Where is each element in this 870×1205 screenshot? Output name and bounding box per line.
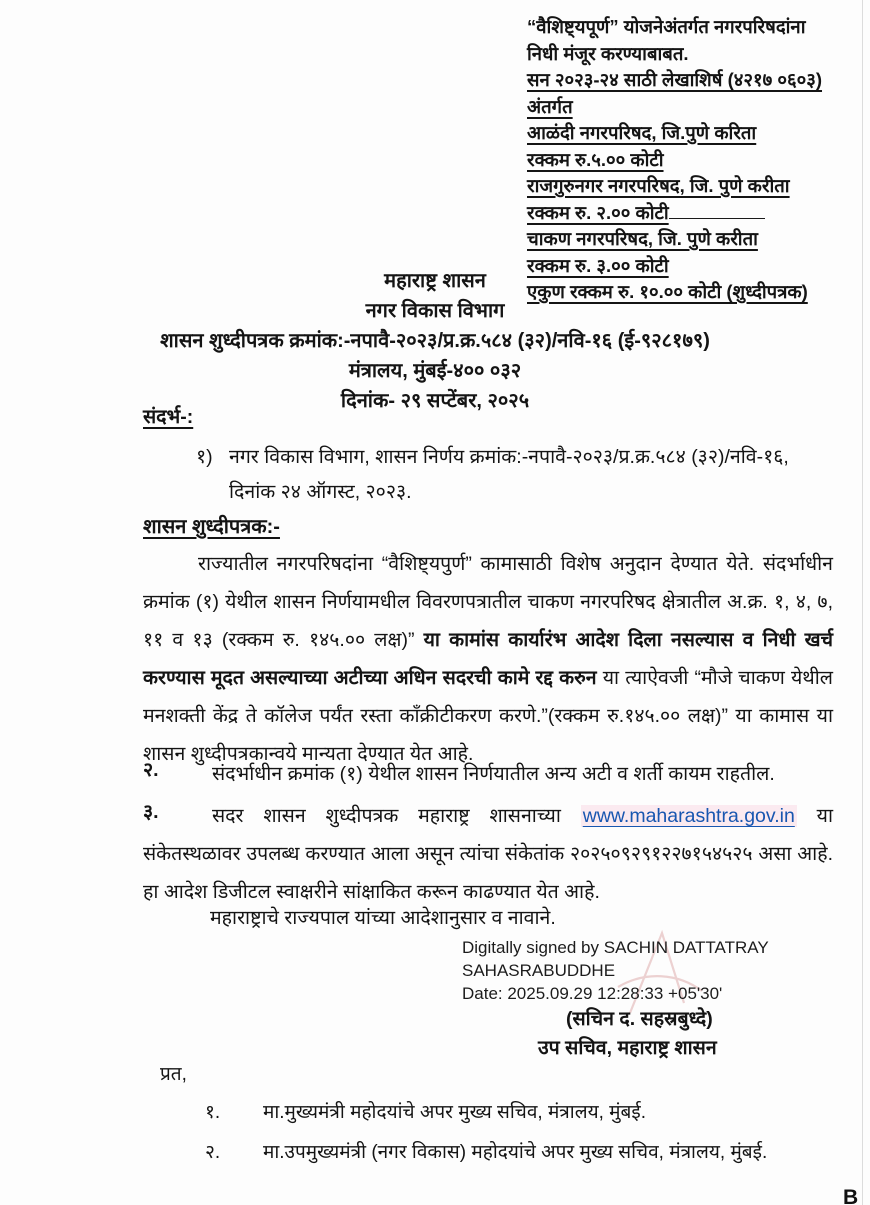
budget-head-line: सन २०२३-२४ साठी लेखाशिर्ष (४२१७ ०६०३) अंतर्गत: [527, 69, 823, 117]
subject-line: “वैशिष्ट्यपूर्ण” योजनेअंतर्गत नगरपरिषदांना: [527, 16, 806, 37]
signer-designation: उप सचिव, महाराष्ट्र शासन: [538, 1037, 717, 1059]
paragraph-2-number: २.: [143, 759, 159, 781]
paragraph-1-bold-text: या कामांस कार्यारंभ आदेश दिला नसल्यास व निधी खर्च करण्यास मूदत असल्याच्या अटीच्या अधिन सदरची कामे रद्द करुन: [143, 629, 833, 689]
reference-section: [143, 402, 804, 510]
copy-item: [205, 1139, 767, 1166]
copies-heading: प्रत,: [160, 1064, 187, 1085]
page-corner-marker: B: [843, 1186, 859, 1205]
subject-line: निधी मंजूर करण्याबाबत.: [527, 42, 689, 64]
paragraph-1: [143, 545, 833, 773]
digital-signature-block: [462, 936, 769, 1005]
paragraph-3-number: ३.: [143, 801, 159, 823]
corrigendum-heading: शासन शुध्दीपत्रक:-: [143, 516, 280, 538]
subject-block: [527, 14, 859, 306]
amount-line-alandi: रक्कम रु.५.०० कोटी: [527, 148, 664, 170]
copies-section: [160, 1060, 767, 1166]
council-line-alandi: आळंदी नगरपरिषद, जि.पुणे करिता: [527, 122, 757, 143]
paragraph-2: संदर्भाधीन क्रमांक (१) येथील शासन निर्णयातील अन्य अटी व शर्ती कायम राहतील.: [212, 763, 775, 785]
maharashtra-gov-link[interactable]: www.maharashtra.gov.in: [582, 805, 795, 827]
paragraph-1-text: राज्यातील नगरपरिषदांना “वैशिष्ट्यपुर्ण” कामासाठी विशेष अनुदान देण्यात येते. संदर्भाधीन क्रमांक (१) येथील शासन निर्णयामधील विवरणपत्रातील चाकण नगरपरिषद क्षेत्रातील अ.क्र. १, ४, ७, ११ व १३ (रक्कम रु. १४५.०० लक्ष)”: [143, 553, 833, 651]
copy-item-text: मा.मुख्यमंत्री महोदयांचे अपर मुख्य सचिव, मंत्रालय, मुंबई.: [263, 1102, 646, 1123]
council-line-rajgurunagar: राजगुरुनगर नगरपरिषद, जि. पुणे करीता: [527, 175, 790, 196]
page-edge-line: [862, 0, 863, 1205]
order-date: दिनांक- २९ सप्टेंबर, २०२५: [340, 390, 530, 412]
department-title: नगर विकास विभाग: [365, 300, 505, 322]
copy-item-number: १.: [205, 1102, 221, 1123]
signer-name: (सचिन द. सहस्रबुध्दे): [566, 1008, 713, 1030]
paragraph-3-text: या संकेतस्थळावर उपलब्ध करण्यात आला असून त्यांचा संकेतांक २०२५०९२९१२२७१५४५२५ असा आहे. हा आदेश डिजीटल स्वाक्षरीने सांक्षाकित करून काढण्यात येत आहे.: [143, 805, 833, 903]
underline-extension: [669, 202, 765, 219]
paragraph-3-text: सदर शासन शुध्दीपत्रक महाराष्ट्र शासनाच्या: [212, 805, 581, 827]
copy-item: [205, 1099, 767, 1126]
reference-item: [196, 440, 804, 510]
digital-signature-date: Date: 2025.09.29 12:28:33 +05'30': [462, 984, 723, 1003]
reference-item-text: नगर विकास विभाग, शासन निर्णय क्रमांक:-नपावै-२०२३/प्र.क्र.५८४ (३२)/नवि-१६, दिनांक २४ ऑगस्ट, २०२३.: [229, 446, 789, 503]
copy-item-number: २.: [205, 1142, 221, 1163]
ministry-address: मंत्रालय, मुंबई-४०० ०३२: [348, 360, 522, 382]
amount-line-chakan: रक्कम रु. ३.०० कोटी: [527, 254, 669, 276]
reference-item-number: १): [196, 446, 213, 468]
closing-line: महाराष्ट्राचे राज्यपाल यांच्या आदेशानुसार व नावाने.: [210, 907, 556, 929]
document-header: [0, 266, 870, 416]
paragraph-3: [143, 797, 833, 911]
council-line-chakan: चाकण नगरपरिषद, जि. पुणे करीता: [527, 228, 758, 249]
paragraph-1-text: या त्याऐवजी “मौजे चाकण येथील मनशक्ती केंद्र ते कॉलेज पर्यंत रस्ता काँक्रीटीकरण करणे.”(रक्कम रु.१४५.०० लक्ष)” या कामास या शासन शुध्दीपत्रकान्वये मान्यता देण्यात येत आहे.: [143, 667, 833, 765]
order-number: शासन शुध्दीपत्रक क्रमांक:-नपावै-२०२३/प्र.क्र.५८४ (३२)/नवि-१६ (ई-९२८१७९): [160, 330, 710, 352]
digital-signature-line: SAHASRABUDDHE: [462, 961, 616, 980]
amount-line-rajgurunagar: रक्कम रु. २.०० कोटी: [527, 201, 669, 223]
government-title: महाराष्ट्र शासन: [384, 270, 486, 292]
copy-item-text: मा.उपमुख्यमंत्री (नगर विकास) महोदयांचे अपर मुख्य सचिव, मंत्रालय, मुंबई.: [263, 1142, 768, 1163]
digital-signature-line: Digitally signed by SACHIN DATTATRAY: [462, 938, 769, 957]
total-amount-line: एकुण रक्कम रु. १०.०० कोटी (शुध्दीपत्रक): [527, 281, 808, 302]
reference-heading: संदर्भ-:: [143, 406, 194, 428]
